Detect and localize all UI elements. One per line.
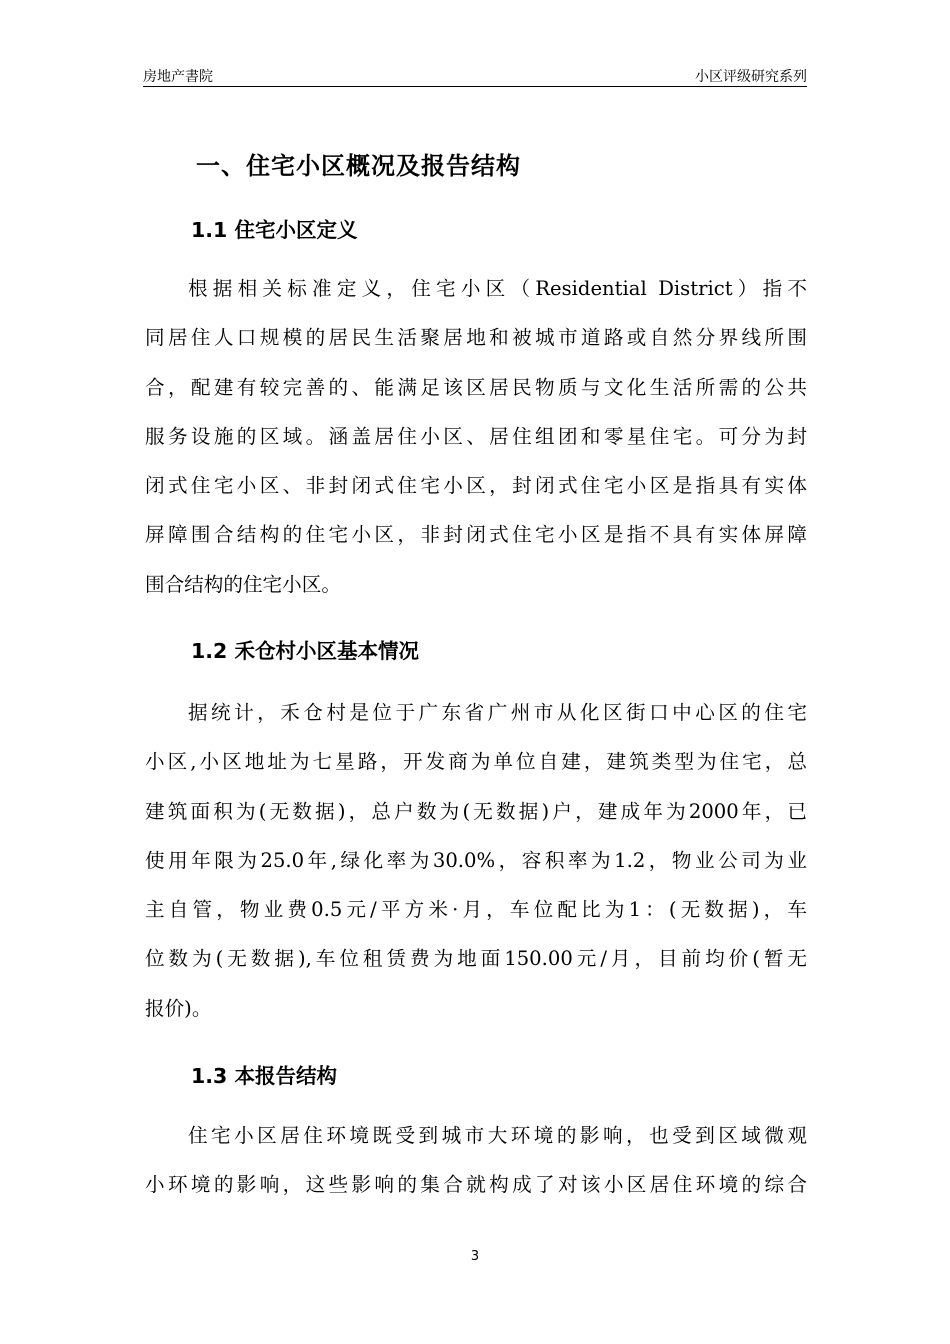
paragraph-line: 使用年限为25.0年,绿化率为30.0%，容积率为1.2，物业公司为业: [145, 848, 807, 872]
paragraph-line: 屏障围合结构的住宅小区，非封闭式住宅小区是指不具有实体屏障: [145, 523, 807, 547]
paragraph-line: 建筑面积为(无数据)，总户数为(无数据)户，建成年为2000年，已: [145, 799, 807, 823]
header-publisher: 房地产書院: [143, 69, 213, 85]
paragraph-line: 报价)。: [145, 996, 212, 1020]
paragraph-line: 小环境的影响，这些影响的集合就构成了对该小区居住环境的综合: [145, 1173, 807, 1197]
paragraph-line: 同居住人口规模的居民生活聚居地和被城市道路或自然分界线所围: [145, 326, 807, 350]
section-heading-1-3: 1.3 本报告结构: [191, 1064, 337, 1088]
section-body-1-1: [145, 264, 807, 609]
paragraph-line: 服务设施的区域。涵盖居住小区、居住组团和零星住宅。可分为封: [145, 424, 807, 448]
paragraph-line: 主自管，物业费0.5元/平方米·月，车位配比为1：(无数据)，车: [145, 898, 807, 922]
paragraph-line: 位数为(无数据),车位租赁费为地面150.00元/月，目前均价(暂无: [145, 947, 807, 971]
page-number: 3: [470, 1249, 480, 1264]
paragraph-line: 合，配建有较完善的、能满足该区居民物质与文化生活所需的公共: [145, 375, 807, 399]
section-heading-1-2: 1.2 禾仓村小区基本情况: [191, 639, 419, 663]
paragraph-line: 闭式住宅小区、非封闭式住宅小区，封闭式住宅小区是指具有实体: [145, 474, 807, 498]
paragraph-line: 据统计，禾仓村是位于广东省广州市从化区街口中心区的住宅: [188, 701, 807, 724]
paragraph-line: 根据相关标准定义，住宅小区（Residential District）指不: [188, 277, 807, 300]
section-heading-1-1: 1.1 住宅小区定义: [191, 218, 358, 242]
paragraph-line: 围合结构的住宅小区。: [145, 572, 341, 596]
section-body-1-3: [145, 1111, 807, 1210]
paragraph-line: 小区,小区地址为七星路，开发商为单位自建，建筑类型为住宅，总: [145, 750, 807, 774]
section-body-1-2: [145, 688, 807, 1033]
paragraph-line: 住宅小区居住环境既受到城市大环境的影响，也受到区域微观: [188, 1124, 807, 1147]
chapter-title: 一、住宅小区概况及报告结构: [196, 152, 521, 180]
page-header: [143, 62, 807, 87]
header-series: 小区评级研究系列: [695, 69, 807, 85]
